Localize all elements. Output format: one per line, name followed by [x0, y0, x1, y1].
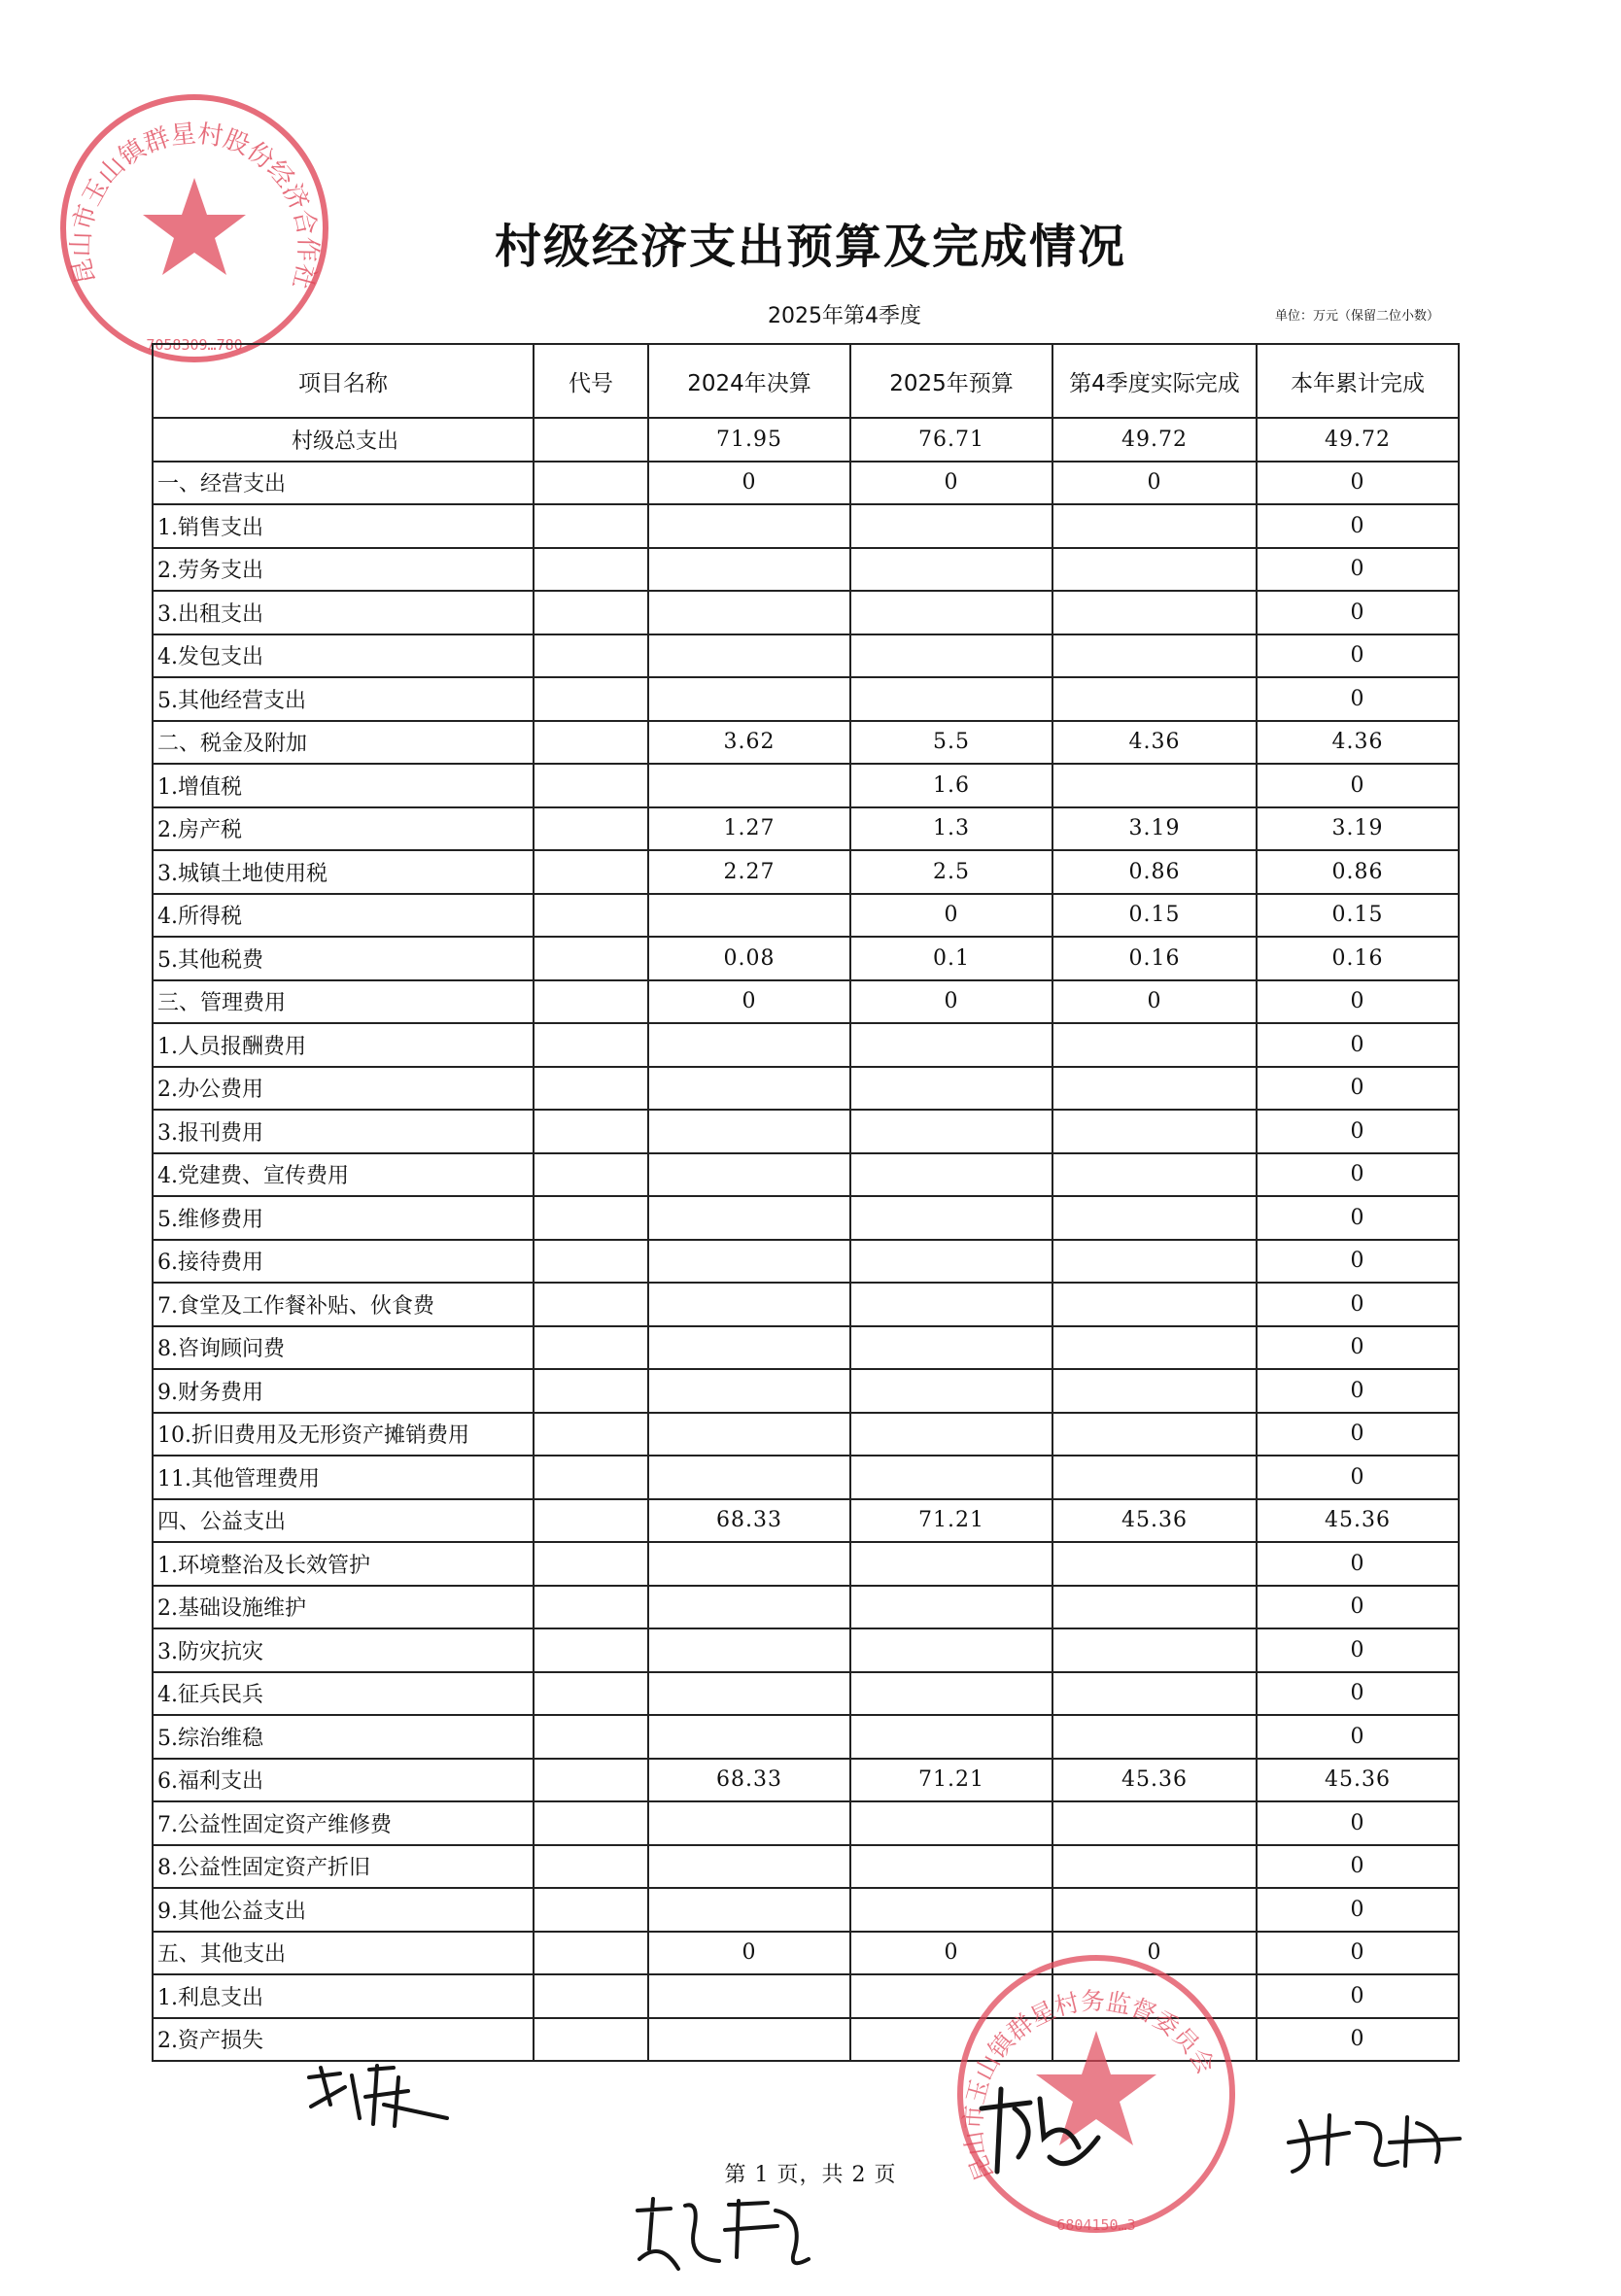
code-cell: [534, 1888, 648, 1932]
code-cell: [534, 980, 648, 1024]
q4-actual-cell: [1052, 1326, 1257, 1370]
budget-2025-cell: [850, 504, 1052, 548]
q4-actual-cell: [1052, 1067, 1257, 1111]
budget-2025-cell: [850, 1801, 1052, 1845]
item-name-cell: 8.咨询顾问费: [153, 1326, 534, 1370]
final-2024-cell: [648, 1067, 850, 1111]
code-cell: [534, 1067, 648, 1111]
final-2024-cell: [648, 1715, 850, 1759]
q4-actual-cell: [1052, 1196, 1257, 1240]
item-name-cell: 5.其他税费: [153, 937, 534, 980]
item-name-cell: 8.公益性固定资产折旧: [153, 1845, 534, 1889]
budget-2025-cell: [850, 1153, 1052, 1197]
table-row: [153, 1845, 1459, 1889]
code-cell: [534, 1759, 648, 1802]
ytd-cell: 49.72: [1257, 418, 1459, 462]
item-name-cell: 五、其他支出: [153, 1932, 534, 1975]
item-name-cell: 1.人员报酬费用: [153, 1023, 534, 1067]
final-2024-cell: 0: [648, 462, 850, 505]
table-row: [153, 807, 1459, 851]
q4-actual-cell: [1052, 1715, 1257, 1759]
final-2024-cell: [648, 1845, 850, 1889]
code-cell: [534, 1499, 648, 1543]
q4-actual-cell: [1052, 1240, 1257, 1284]
budget-2025-cell: [850, 1715, 1052, 1759]
q4-actual-cell: [1052, 1672, 1257, 1716]
item-name-cell: 1.销售支出: [153, 504, 534, 548]
code-cell: [534, 1023, 648, 1067]
final-2024-cell: [648, 1628, 850, 1672]
item-name-cell: 4.党建费、宣传费用: [153, 1153, 534, 1197]
ytd-cell: 0: [1257, 1067, 1459, 1111]
ytd-cell: 3.19: [1257, 807, 1459, 851]
header-item-name: 项目名称: [153, 344, 534, 418]
table-header-row: [153, 344, 1459, 418]
code-cell: [534, 1672, 648, 1716]
item-name-cell: 7.食堂及工作餐补贴、伙食费: [153, 1283, 534, 1326]
item-name-cell: 11.其他管理费用: [153, 1456, 534, 1499]
table-row: [153, 1932, 1459, 1975]
budget-2025-cell: 76.71: [850, 418, 1052, 462]
final-2024-cell: [648, 1586, 850, 1629]
header-q4-actual: 第4季度实际完成: [1052, 344, 1257, 418]
budget-2025-cell: [850, 1413, 1052, 1456]
ytd-cell: 0: [1257, 1888, 1459, 1932]
table-row: [153, 504, 1459, 548]
q4-actual-cell: 49.72: [1052, 418, 1257, 462]
signature-liu-jia: [301, 2058, 457, 2136]
final-2024-cell: [648, 1326, 850, 1370]
budget-2025-cell: 0: [850, 1932, 1052, 1975]
budget-2025-cell: [850, 1628, 1052, 1672]
table-row: [153, 462, 1459, 505]
ytd-cell: 0.86: [1257, 850, 1459, 894]
code-cell: [534, 1240, 648, 1284]
item-name-cell: 5.维修费用: [153, 1196, 534, 1240]
final-2024-cell: 2.27: [648, 850, 850, 894]
code-cell: [534, 721, 648, 765]
final-2024-cell: [648, 1456, 850, 1499]
budget-2025-cell: 0: [850, 980, 1052, 1024]
code-cell: [534, 634, 648, 678]
final-2024-cell: [648, 1153, 850, 1197]
q4-actual-cell: 4.36: [1052, 721, 1257, 765]
final-2024-cell: [648, 677, 850, 721]
document-title: 村级经济支出预算及完成情况: [494, 220, 1126, 274]
q4-actual-cell: 0: [1052, 980, 1257, 1024]
final-2024-cell: [648, 1240, 850, 1284]
ytd-cell: 0: [1257, 634, 1459, 678]
q4-actual-cell: [1052, 1283, 1257, 1326]
ytd-cell: 0: [1257, 1413, 1459, 1456]
q4-actual-cell: [1052, 548, 1257, 592]
budget-table: [152, 343, 1460, 2062]
item-name-cell: 5.其他经营支出: [153, 677, 534, 721]
budget-2025-cell: [850, 1369, 1052, 1413]
budget-2025-cell: 71.21: [850, 1499, 1052, 1543]
q4-actual-cell: 0: [1052, 462, 1257, 505]
final-2024-cell: [648, 1888, 850, 1932]
ytd-cell: 0: [1257, 1023, 1459, 1067]
budget-2025-cell: [850, 1196, 1052, 1240]
ytd-cell: 4.36: [1257, 721, 1459, 765]
ytd-cell: 0: [1257, 1801, 1459, 1845]
code-cell: [534, 677, 648, 721]
q4-actual-cell: [1052, 591, 1257, 634]
ytd-cell: 0: [1257, 1153, 1459, 1197]
q4-actual-cell: [1052, 1023, 1257, 1067]
table-row: [153, 1326, 1459, 1370]
q4-actual-cell: 3.19: [1052, 807, 1257, 851]
item-name-cell: 二、税金及附加: [153, 721, 534, 765]
table-row: [153, 1759, 1459, 1802]
table-row: [153, 1499, 1459, 1543]
final-2024-cell: 1.27: [648, 807, 850, 851]
table-row: [153, 1413, 1459, 1456]
final-2024-cell: [648, 2018, 850, 2062]
budget-2025-cell: [850, 1542, 1052, 1586]
q4-actual-cell: 0.16: [1052, 937, 1257, 980]
table-row: [153, 634, 1459, 678]
budget-2025-cell: [850, 1672, 1052, 1716]
code-cell: [534, 1153, 648, 1197]
header-2025-budget: 2025年预算: [850, 344, 1052, 418]
final-2024-cell: [648, 504, 850, 548]
code-cell: [534, 1801, 648, 1845]
code-cell: [534, 1110, 648, 1153]
ytd-cell: 0: [1257, 1932, 1459, 1975]
header-code: 代号: [534, 344, 648, 418]
item-name-cell: 1.利息支出: [153, 1974, 534, 2018]
ytd-cell: 0: [1257, 1974, 1459, 2018]
table-row: [153, 1196, 1459, 1240]
table-row: [153, 937, 1459, 980]
code-cell: [534, 462, 648, 505]
table-row: [153, 1023, 1459, 1067]
budget-2025-cell: 2.5: [850, 850, 1052, 894]
item-name-cell: 3.城镇土地使用税: [153, 850, 534, 894]
table-row: [153, 1283, 1459, 1326]
item-name-cell: 10.折旧费用及无形资产摊销费用: [153, 1413, 534, 1456]
budget-2025-cell: [850, 548, 1052, 592]
budget-2025-cell: [850, 1067, 1052, 1111]
item-name-cell: 三、管理费用: [153, 980, 534, 1024]
ytd-cell: 0: [1257, 1456, 1459, 1499]
table-row: [153, 1153, 1459, 1197]
ytd-cell: 0: [1257, 677, 1459, 721]
item-name-cell: 4.发包支出: [153, 634, 534, 678]
table-row: [153, 1586, 1459, 1629]
ytd-cell: 0: [1257, 1283, 1459, 1326]
item-name-cell: 2.基础设施维护: [153, 1586, 534, 1629]
budget-2025-cell: [850, 1023, 1052, 1067]
budget-2025-cell: [850, 677, 1052, 721]
table-row: [153, 591, 1459, 634]
q4-actual-cell: 45.36: [1052, 1759, 1257, 1802]
ytd-cell: 0: [1257, 1196, 1459, 1240]
code-cell: [534, 548, 648, 592]
item-name-cell: 3.防灾抗灾: [153, 1628, 534, 1672]
budget-2025-cell: 0: [850, 462, 1052, 505]
ytd-cell: 0: [1257, 1845, 1459, 1889]
report-period: 2025年第4季度: [768, 304, 921, 328]
item-name-cell: 2.劳务支出: [153, 548, 534, 592]
final-2024-cell: [648, 1974, 850, 2018]
table-row: [153, 721, 1459, 765]
signature-zheng-jianming: [632, 2191, 816, 2279]
q4-actual-cell: [1052, 677, 1257, 721]
item-name-cell: 7.公益性固定资产维修费: [153, 1801, 534, 1845]
code-cell: [534, 764, 648, 807]
final-2024-cell: 0: [648, 1932, 850, 1975]
ytd-cell: 0: [1257, 980, 1459, 1024]
header-ytd: 本年累计完成: [1257, 344, 1459, 418]
supervisory-seal-text: 昆山市玉山镇群星村务监督委员会: [958, 1986, 1221, 2185]
final-2024-cell: [648, 764, 850, 807]
item-name-cell: 四、公益支出: [153, 1499, 534, 1543]
item-name-cell: 3.报刊费用: [153, 1110, 534, 1153]
item-name-cell: 村级总支出: [153, 418, 534, 462]
code-cell: [534, 2018, 648, 2062]
item-name-cell: 6.福利支出: [153, 1759, 534, 1802]
budget-2025-cell: [850, 591, 1052, 634]
budget-2025-cell: 5.5: [850, 721, 1052, 765]
code-cell: [534, 1845, 648, 1889]
unit-note: 单位：万元（保留二位小数）: [1275, 309, 1440, 324]
page-footer: 第 1 页，共 2 页: [724, 2163, 897, 2187]
code-cell: [534, 1974, 648, 2018]
ytd-cell: 0: [1257, 1110, 1459, 1153]
final-2024-cell: [648, 1801, 850, 1845]
table-row: [153, 548, 1459, 592]
q4-actual-cell: [1052, 1845, 1257, 1889]
ytd-cell: 0: [1257, 1542, 1459, 1586]
code-cell: [534, 850, 648, 894]
q4-actual-cell: [1052, 1542, 1257, 1586]
final-2024-cell: [648, 1672, 850, 1716]
budget-2025-cell: [850, 634, 1052, 678]
table-row: [153, 894, 1459, 938]
table-row: [153, 1888, 1459, 1932]
item-name-cell: 1.增值税: [153, 764, 534, 807]
code-cell: [534, 894, 648, 938]
code-cell: [534, 937, 648, 980]
final-2024-cell: 3.62: [648, 721, 850, 765]
budget-2025-cell: [850, 1240, 1052, 1284]
final-2024-cell: [648, 1283, 850, 1326]
q4-actual-cell: [1052, 634, 1257, 678]
q4-actual-cell: [1052, 764, 1257, 807]
ytd-cell: 0: [1257, 1369, 1459, 1413]
code-cell: [534, 1283, 648, 1326]
code-cell: [534, 591, 648, 634]
cooperative-seal-text: 昆山市玉山镇群星村股份经济合作社: [66, 119, 323, 292]
code-cell: [534, 807, 648, 851]
ytd-cell: 0: [1257, 764, 1459, 807]
table-row: [153, 1672, 1459, 1716]
q4-actual-cell: 0.86: [1052, 850, 1257, 894]
q4-actual-cell: [1052, 1456, 1257, 1499]
code-cell: [534, 1586, 648, 1629]
final-2024-cell: [648, 894, 850, 938]
budget-2025-cell: [850, 1888, 1052, 1932]
final-2024-cell: [648, 634, 850, 678]
final-2024-cell: 68.33: [648, 1499, 850, 1543]
code-cell: [534, 418, 648, 462]
budget-2025-cell: [850, 1586, 1052, 1629]
code-cell: [534, 1715, 648, 1759]
table-row: [153, 1240, 1459, 1284]
item-name-cell: 4.征兵民兵: [153, 1672, 534, 1716]
table-row: [153, 850, 1459, 894]
q4-actual-cell: [1052, 1628, 1257, 1672]
item-name-cell: 2.房产税: [153, 807, 534, 851]
budget-2025-cell: [850, 1456, 1052, 1499]
ytd-cell: 0: [1257, 1240, 1459, 1284]
ytd-cell: 0: [1257, 2018, 1459, 2062]
budget-2025-cell: [850, 1283, 1052, 1326]
q4-actual-cell: 0: [1052, 1932, 1257, 1975]
item-name-cell: 5.综治维稳: [153, 1715, 534, 1759]
item-name-cell: 1.环境整治及长效管护: [153, 1542, 534, 1586]
item-name-cell: 2.资产损失: [153, 2018, 534, 2062]
code-cell: [534, 1628, 648, 1672]
item-name-cell: 9.财务费用: [153, 1369, 534, 1413]
ytd-cell: 0: [1257, 1715, 1459, 1759]
table-row: [153, 1456, 1459, 1499]
q4-actual-cell: [1052, 1369, 1257, 1413]
total-row: [153, 418, 1459, 462]
budget-2025-cell: [850, 1110, 1052, 1153]
q4-actual-cell: 45.36: [1052, 1499, 1257, 1543]
q4-actual-cell: [1052, 1413, 1257, 1456]
cooperative-seal-code: 7058309…780: [146, 336, 243, 354]
code-cell: [534, 1326, 648, 1370]
q4-actual-cell: [1052, 504, 1257, 548]
code-cell: [534, 1196, 648, 1240]
ytd-cell: 0: [1257, 504, 1459, 548]
final-2024-cell: 71.95: [648, 418, 850, 462]
table-row: [153, 1801, 1459, 1845]
final-2024-cell: [648, 591, 850, 634]
q4-actual-cell: [1052, 1888, 1257, 1932]
ytd-cell: 0: [1257, 1586, 1459, 1629]
budget-2025-cell: [850, 1326, 1052, 1370]
item-name-cell: 9.其他公益支出: [153, 1888, 534, 1932]
item-name-cell: 4.所得税: [153, 894, 534, 938]
ytd-cell: 0.15: [1257, 894, 1459, 938]
item-name-cell: 3.出租支出: [153, 591, 534, 634]
table-row: [153, 2018, 1459, 2062]
item-name-cell: 一、经营支出: [153, 462, 534, 505]
table-row: [153, 1110, 1459, 1153]
budget-2025-cell: 0.1: [850, 937, 1052, 980]
final-2024-cell: [648, 548, 850, 592]
code-cell: [534, 1369, 648, 1413]
code-cell: [534, 504, 648, 548]
budget-2025-cell: 1.6: [850, 764, 1052, 807]
final-2024-cell: 0.08: [648, 937, 850, 980]
item-name-cell: 6.接待费用: [153, 1240, 534, 1284]
budget-2025-cell: 1.3: [850, 807, 1052, 851]
ytd-cell: 0: [1257, 1672, 1459, 1716]
ytd-cell: 0: [1257, 1326, 1459, 1370]
table-row: [153, 1369, 1459, 1413]
ytd-cell: 0: [1257, 591, 1459, 634]
q4-actual-cell: [1052, 1801, 1257, 1845]
table-row: [153, 980, 1459, 1024]
final-2024-cell: [648, 1196, 850, 1240]
table-row: [153, 764, 1459, 807]
ytd-cell: 0: [1257, 1628, 1459, 1672]
final-2024-cell: [648, 1542, 850, 1586]
table-row: [153, 1628, 1459, 1672]
final-2024-cell: 0: [648, 980, 850, 1024]
budget-2025-cell: 71.21: [850, 1759, 1052, 1802]
ytd-cell: 0: [1257, 462, 1459, 505]
final-2024-cell: [648, 1369, 850, 1413]
table-row: [153, 1067, 1459, 1111]
final-2024-cell: [648, 1110, 850, 1153]
ytd-cell: 45.36: [1257, 1499, 1459, 1543]
code-cell: [534, 1413, 648, 1456]
q4-actual-cell: [1052, 1153, 1257, 1197]
final-2024-cell: [648, 1413, 850, 1456]
q4-actual-cell: 0.15: [1052, 894, 1257, 938]
code-cell: [534, 1932, 648, 1975]
final-2024-cell: [648, 1023, 850, 1067]
header-2024-final: 2024年决算: [648, 344, 850, 418]
code-cell: [534, 1542, 648, 1586]
table-row: [153, 1715, 1459, 1759]
table-row: [153, 677, 1459, 721]
code-cell: [534, 1456, 648, 1499]
table-row: [153, 1974, 1459, 2018]
table-row: [153, 1542, 1459, 1586]
ytd-cell: 45.36: [1257, 1759, 1459, 1802]
ytd-cell: 0.16: [1257, 937, 1459, 980]
supervisory-seal-code: 6804150…3: [1056, 2216, 1136, 2234]
item-name-cell: 2.办公费用: [153, 1067, 534, 1111]
q4-actual-cell: [1052, 1586, 1257, 1629]
budget-2025-cell: 0: [850, 894, 1052, 938]
ytd-cell: 0: [1257, 548, 1459, 592]
q4-actual-cell: [1052, 1110, 1257, 1153]
final-2024-cell: 68.33: [648, 1759, 850, 1802]
budget-2025-cell: [850, 1845, 1052, 1889]
